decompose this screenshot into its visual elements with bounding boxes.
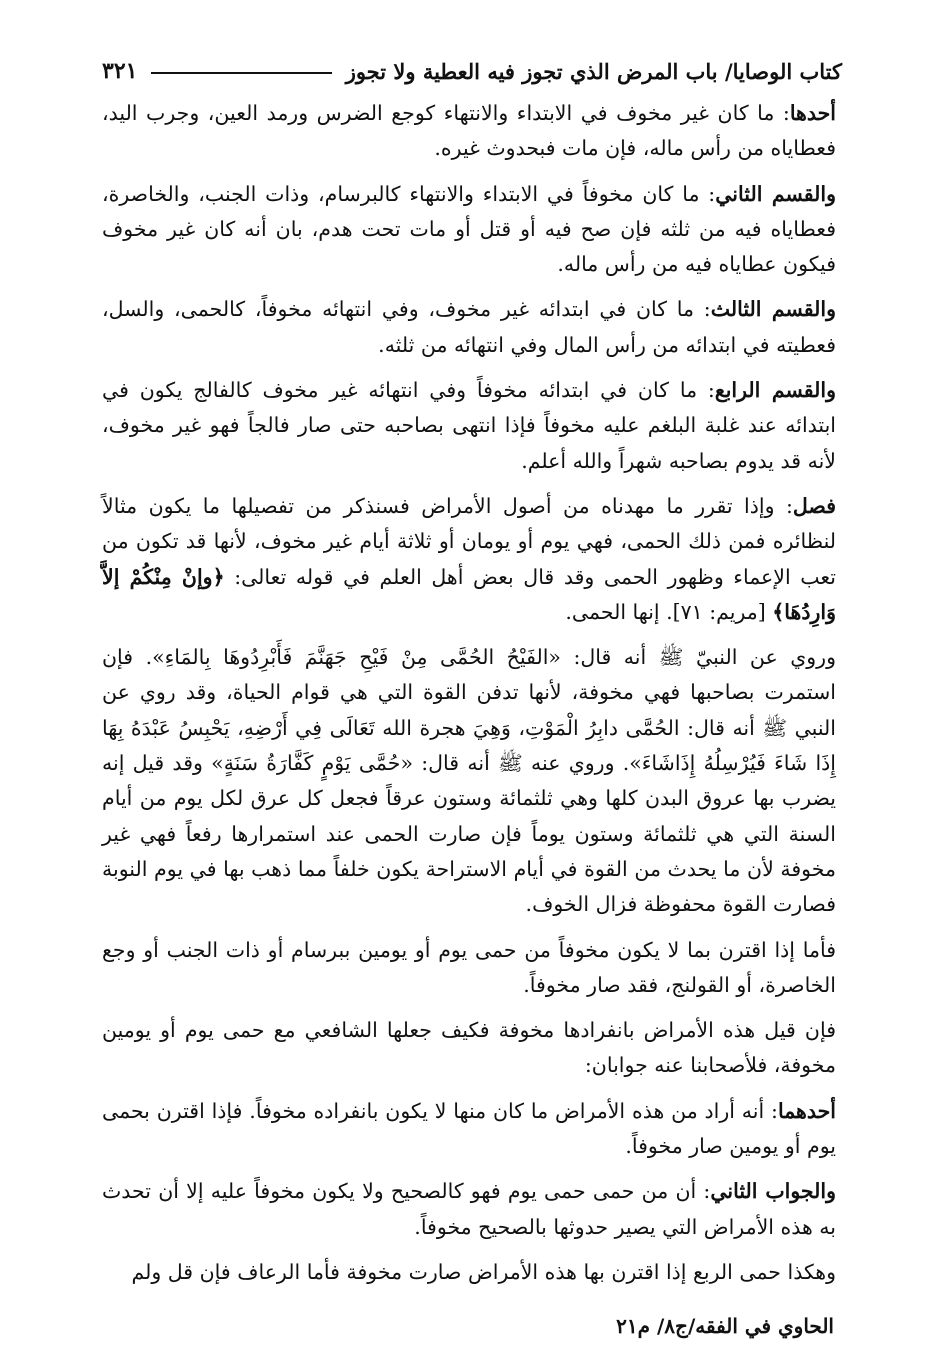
paragraph-lead: فصل [792, 493, 836, 518]
paragraph-text: : أنه أراد من هذه الأمراض ما كان منها لا يكون بانفراده مخوفاً. فإذا اقترن بحمى يوم أو يومين صار مخوفاً. [102, 1098, 836, 1159]
paragraph-text: : ما كان في ابتدائه غير مخوف، وفي انتهائه مخوفاً، كالحمى، والسل، فعطيته في ابتدائه من رأس المال وفي انتهائه من ثلثه. [102, 297, 836, 357]
paragraph-text: : أن من حمى حمى يوم فهو كالصحيح ولا يكون مخوفاً عليه إلا أن تحدث به هذه الأمراض التي يصير حدوثها بالصحيح مخوفاً. [102, 1179, 836, 1239]
paragraph-text: فأما إذا اقترن بما لا يكون مخوفاً من حمى يوم أو يومين ببرسام أو ذات الجنب أو وجع الخاصرة، أو القولنج، فقد صار مخوفاً. [102, 937, 836, 997]
paragraph-9 [102, 1094, 836, 1165]
paragraph-11 [102, 1255, 836, 1290]
paragraph-3 [102, 292, 836, 363]
quran-verse: ﴿وإنْ مِنْكُمْ إلاَّ وَارِدُهَا﴾ [102, 564, 836, 624]
verse-reference: [مريم: ٧١]. إنها الحمى. [565, 599, 766, 624]
paragraph-lead: أحدهما [777, 1098, 836, 1123]
paragraph-text: وهكذا حمى الربع إذا اقترن بها هذه الأمراض صارت مخوفة فأما الرعاف فإن قل ولم [131, 1259, 836, 1284]
paragraph-4 [102, 373, 836, 479]
paragraph-text: فإن قيل هذه الأمراض بانفرادها مخوفة فكيف جعلها الشافعي مع حمى يوم أو يومين مخوفة، فلأصحابنا عنه جوابان: [102, 1018, 836, 1078]
paragraph-6 [102, 640, 836, 922]
paragraph-text: : وإذا تقرر ما مهدناه من أصول الأمراض فسنذكر من تفصيلها ما يكون مثالاً لنظائره فمن ذلك الحمى، فهي يوم أو يومان أو ثلاثة أيام غير مخوف، لأنها قد تكون من تعب الإعماء وظهور الحمى وقد قال بعض أهل العلم في قوله تعالى: [102, 493, 836, 589]
running-header [102, 52, 842, 90]
page-body [102, 96, 836, 1290]
paragraph-lead: أحدها [789, 101, 836, 125]
paragraph-2 [102, 177, 836, 283]
paragraph-10 [102, 1174, 836, 1245]
paragraph-5 [102, 489, 836, 630]
page-footer: الحاوي في الفقه/ج٨/ م٢١ [616, 1314, 834, 1338]
header-title: كتاب الوصايا/ باب المرض الذي تجوز فيه العطية ولا تجوز [345, 58, 842, 84]
paragraph-text: : ما كان في ابتدائه مخوفاً وفي انتهائه غير مخوف كالفالج يكون في ابتدائه عند غلبة البلغم عليه مخوفاً فإذا انتهى بصاحبه حتى صار فالجاً فهو غير مخوف، لأنه قد يدوم بصاحبه شهراً والله أعلم. [102, 378, 836, 473]
header-rule [151, 72, 331, 74]
paragraph-text: : ما كان غير مخوف في الابتداء والانتهاء كوجع الضرس ورمد العين، وجرب اليد، فعطاياه من رأس ماله، فإن مات فبحدوث غيره. [102, 101, 836, 161]
paragraph-lead: والقسم الرابع [714, 378, 836, 403]
paragraph-lead: والجواب الثاني [710, 1179, 836, 1204]
paragraph-text: : ما كان مخوفاً في الابتداء والانتهاء كالبرسام، وذات الجنب، والخاصرة، فعطاياه فيه من ثلثه فإن صح فيه أو قتل أو مات تحت هدم، بان أنه كان غير مخوف فيكون عطاياه فيه من رأس ماله. [102, 181, 836, 277]
paragraph-lead: والقسم الثاني [715, 181, 836, 206]
paragraph-text: وروي عن النبيّ ﷺ أنه قال: «الفَيْحُ الحُمَّى مِنْ فَيْحِ جَهَنَّمَ فَأَبْرِدُوهَا بِالمَاءِ». فإن استمرت بصاحبها فهي مخوفة، لأنها تدفن القوة التي هي قوام الحياة، وقد روي عن النبي ﷺ أنه قال: الحُمَّى دابِرُ الْمَوْتِ، وَهِيَ هجرة الله تَعَالَى فِي أَرْضِهِ، يَحْبِسُ عَبْدَهُ بِهَا إِذَا شَاءَ فَيُرْسِلُهُ إِذَاشَاءَ». وروي عنه ﷺ أنه قال: «حُمَّى يَوْمٍ كَفَّارَةُ سَنَةٍ» وقد قيل إنه يضرب بها عروق البدن كلها وهي ثلثمائة وستون عرقاً فجعل كل عرق لكل يوم من أيام السنة التي هي ثلثمائة وستون يوماً فإن صارت الحمى عند استمرارها رفعاً فهي غير مخوفة لأن ما يحدث من القوة في أيام الاستراحة يكون خلفاً مما ذهب بها في يوم النوبة فصارت القوة محفوظة فزال الخوف. [102, 645, 836, 917]
page-number: ٣٢١ [102, 58, 138, 84]
paragraph-1 [102, 96, 836, 167]
paragraph-7 [102, 933, 836, 1004]
paragraph-lead: والقسم الثالث [710, 297, 837, 322]
paragraph-8 [102, 1013, 836, 1084]
